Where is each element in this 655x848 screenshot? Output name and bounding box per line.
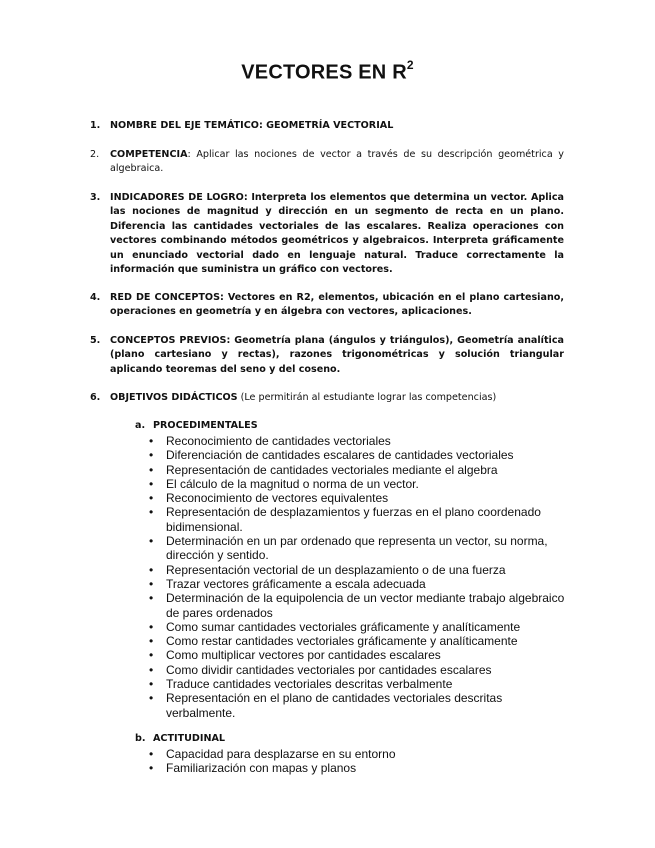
section-number: 4.	[90, 292, 101, 303]
section-number: 6.	[90, 392, 101, 403]
subsection-letter: b.	[135, 733, 146, 744]
section-6	[90, 391, 564, 405]
section-2	[90, 148, 564, 177]
section-5	[90, 334, 564, 377]
subsection-procedimentales-heading	[135, 420, 258, 431]
list-item: • Representación vectorial de un desplazamiento o de una fuerza	[149, 562, 506, 577]
bullet-icon: •	[149, 691, 154, 706]
section-label: INDICADORES DE LOGRO	[110, 192, 244, 203]
section-number: 2.	[90, 149, 100, 160]
list-item: • Traduce cantidades vectoriales descritas verbalmente	[149, 677, 453, 692]
list-item: • Como restar cantidades vectoriales gráficamente y analíticamente	[149, 634, 518, 649]
section-4	[90, 291, 564, 320]
section-label: CONCEPTOS PREVIOS	[110, 335, 227, 346]
section-text: : Vectores en R2, elementos, ubicación en el plano cartesiano, operaciones en geometría y en álgebra con vectores, aplicaciones.	[110, 292, 565, 318]
list-item: • Diferenciación de cantidades escalares de cantidades vectoriales	[149, 448, 514, 463]
section-1	[90, 119, 564, 133]
list-item: • Capacidad para desplazarse en su entorno	[149, 747, 396, 761]
bullet-icon: •	[149, 747, 154, 761]
section-text: : Geometría plana (ángulos y triángulos), Geometría analítica (plano cartesiano y rectas), razones trigonométricas y solución triangular aplicando teoremas del seno y del coseno.	[110, 335, 564, 375]
list-item: • Representación de cantidades vectoriales mediante el algebra	[149, 462, 498, 477]
list-item: • Representación en el plano de cantidades vectoriales descritas verbalmente.	[149, 691, 503, 720]
section-3	[90, 191, 564, 277]
bullet-icon: •	[149, 434, 154, 448]
bullet-icon: •	[149, 562, 154, 577]
bullet-icon: •	[149, 491, 154, 506]
subsection-letter: a.	[135, 420, 146, 431]
bullet-icon: •	[149, 761, 154, 776]
actitudinal-list	[148, 747, 568, 776]
title-text: VECTORES EN R	[241, 61, 407, 84]
bullet-icon: •	[149, 534, 154, 549]
procedimentales-list	[148, 434, 568, 720]
section-text: : Aplicar las nociones de vector a través de su descripción geométrica y algebraica.	[110, 149, 564, 175]
bullet-icon: •	[149, 448, 154, 463]
section-number: 1.	[90, 120, 101, 131]
list-item: • Familiarización con mapas y planos	[149, 761, 357, 776]
section-label: OBJETIVOS DIDÁCTICOS	[110, 392, 238, 403]
bullet-icon: •	[149, 648, 154, 663]
section-text: : Interpreta los elementos que determina un vector. Aplica las nociones de magnitud y dirección en un segmento de recta en un plano. Diferencia las cantidades vectoriales de las escalares. Realiza operaciones con vectores combinando métodos geométricos y algebraicos. Interpreta gráficamente un enunciado vectorial dado en lenguaje natural. Traduce correctamente la información que suministra un gráfico con vectores.	[110, 192, 564, 276]
bullet-icon: •	[149, 677, 154, 692]
list-item: • Como multiplicar vectores por cantidades escalares	[149, 648, 441, 663]
bullet-icon: •	[149, 619, 154, 634]
subsection-title: ACTITUDINAL	[153, 733, 226, 744]
section-label: RED DE CONCEPTOS	[110, 292, 220, 303]
title-superscript: 2	[406, 58, 414, 72]
section-number: 5.	[90, 335, 101, 346]
bullet-icon: •	[149, 462, 154, 477]
section-text: GEOMETRÍA VECTORIAL	[262, 120, 394, 131]
list-item: • Como dividir cantidades vectoriales por cantidades escalares	[149, 662, 492, 677]
section-label: NOMBRE DEL EJE TEMÁTICO:	[110, 120, 263, 131]
list-item: • Reconocimiento de vectores equivalentes	[149, 491, 389, 506]
list-item: • Trazar vectores gráficamente a escala adecuada	[149, 576, 426, 591]
bullet-icon: •	[149, 505, 154, 520]
list-item: • Representación de desplazamientos y fuerzas en el plano coordenado bidimensional.	[149, 505, 541, 534]
subsection-title: PROCEDIMENTALES	[153, 420, 258, 431]
list-item: • Reconocimiento de cantidades vectoriales	[149, 434, 391, 448]
bullet-icon: •	[149, 476, 154, 491]
section-text: (Le permitirán al estudiante lograr las competencias)	[237, 392, 497, 403]
section-number: 3.	[90, 192, 101, 203]
page-title	[0, 60, 655, 85]
bullet-icon: •	[149, 662, 154, 677]
list-item: • Como sumar cantidades vectoriales gráficamente y analíticamente	[149, 619, 521, 634]
subsection-actitudinal-heading	[135, 733, 225, 744]
section-label: COMPETENCIA	[110, 149, 188, 160]
bullet-icon: •	[149, 634, 154, 649]
bullet-icon: •	[149, 591, 154, 606]
list-item: • Determinación de la equipolencia de un vector mediante trabajo algebraico de pares ordenados	[149, 591, 565, 620]
list-item: • Determinación en un par ordenado que representa un vector, su norma, dirección y sentido.	[149, 534, 548, 563]
bullet-icon: •	[149, 576, 154, 591]
list-item: • El cálculo de la magnitud o norma de un vector.	[149, 476, 419, 491]
